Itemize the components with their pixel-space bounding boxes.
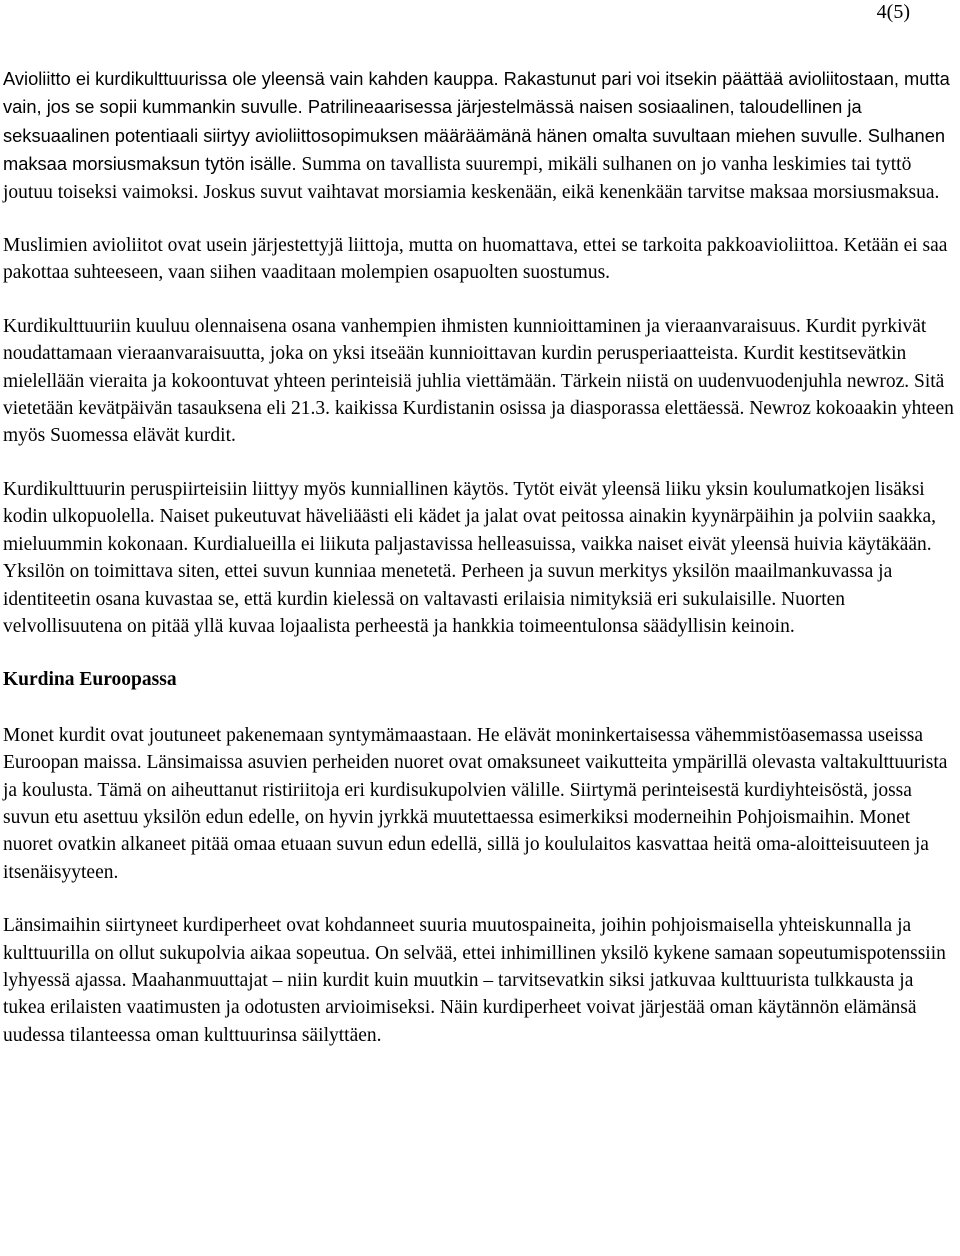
section-heading: Kurdina Euroopassa [3, 669, 177, 691]
paragraph-text: Muslimien avioliitot ovat usein järjestettyjä liittoja, mutta on huomattava, ettei se tarkoita pakkoavioliittoa. Ketään ei saa pakottaa suhteeseen, vaan siihen vaaditaan molempien osapuolten suostumus. [3, 235, 948, 284]
paragraph-hospitality [3, 313, 958, 450]
paragraph-text: Kurdikulttuurin peruspiirteisiin liittyy myös kunniallinen käytös. Tytöt eivät yleensä liiku yksin koulumatkojen lisäksi kodin ulkopuolella. Naiset pukeutuvat häveliäästi eli kädet ja jalat ovat peitossa ainakin kyynärpäihin ja polviin saakka, mieluummin kokonaan. Kurdialueilla ei liikuta paljastavissa helleasuissa, vaikka naiset eivät yleensä huivia käytäkään. Yksilön on toimittava siten, ettei suvun kunniaa menetetä. Perheen ja suvun merkitys yksilön maailmankuvassa ja identiteetin osana kuvastaa se, että kurdin kielessä on valtavasti erilaisia nimityksiä eri sukulaisille. Nuorten velvollisuutena on pitää yllä kuvaa lojaalista perheestä ja hankkia toimeentulonsa säädyllisin keinoin. [3, 478, 937, 637]
paragraph-text: Avioliitto ei kurdikulttuurissa ole yleensä vain kahden kauppa. Rakastunut pari voi itsekin päättää avioliitostaan, mutta vain, jos se sopii kummankin suvulle. Patrilineaarisessa järjestelmässä naisen sosiaalinen, taloudellinen ja seksuaalinen potentiaali siirtyy avioliittosopimuksen määräämänä hänen omalta suvultaan miehen suvulle. Sulhanen maksaa morsiusmaksun tytön isälle. [3, 68, 950, 175]
paragraph-arranged-marriages [3, 232, 958, 287]
paragraph-text: Summa on tavallista suurempi, mikäli sulhanen on jo vanha leskimies tai tyttö joutuu toiseksi vaimoksi. Joskus suvut vaihtavat morsiamia keskenään, eikä kenenkään tarvitse maksaa morsiusmaksua. [3, 154, 940, 203]
paragraph-marriage [3, 65, 958, 206]
paragraph-text: Länsimaihin siirtyneet kurdiperheet ovat kohdanneet suuria muutospaineita, joihin pohjoismaisella yhteiskunnalla ja kulttuurilla on ollut sukupolvia aikaa sopeutua. On selvää, ettei inhimillinen yksilö kykene samaan sopeutumispotenssiin lyhyessä ajassa. Maahanmuuttajat – niin kurdit kuin muutkin – tarvitsevatkin siksi jatkuvaa kulttuurista tulkkausta ja tukea erilaisten vaatimusten ja odotusten arvioimiseksi. Näin kurdiperheet voivat järjestää oman käytännön elämänsä uudessa tilanteessa oman kulttuurinsa säilyttäen. [3, 915, 946, 1046]
document-body [3, 65, 958, 1075]
paragraph-adaptation [3, 912, 958, 1049]
paragraph-text: Kurdikulttuuriin kuuluu olennaisena osana vanhempien ihmisten kunnioittaminen ja vieraanvaraisuus. Kurdit pyrkivät noudattamaan vieraanvaraisuutta, joka on yksi itseään kunnioittavan kurdin perusperiaatteista. Kurdit kestitsevätkin mielellään vieraita ja kokoontuvat yhteen perinteisiä juhlia viettämään. Tärkein niistä on uudenvuodenjuhla newroz. Sitä vietetään kevätpäivän tasauksena eli 21.3. kaikissa Kurdistanin osissa ja diasporassa elettäessä. Newroz kokoaakin yhteen myös Suomessa elävät kurdit. [3, 315, 954, 447]
page-number: 4(5) [876, 1, 910, 23]
paragraph-honor [3, 476, 958, 640]
paragraph-text: Monet kurdit ovat joutuneet pakenemaan syntymämaastaan. He elävät moninkertaisessa vähemmistöasemassa useissa Euroopan maissa. Länsimaissa asuvien perheiden nuoret ovat omaksuneet vaikutteita ympärillä olevasta valtakulttuurista ja koulusta. Tämä on aiheuttanut ristiriitoja eri kurdisukupolvien välille. Siirtymä perinteisestä kurdiyhteisöstä, jossa suvun etu asettuu yksilön edun edelle, on hyvin jyrkkä muutettaessa esimerkiksi moderneihin Pohjoismaihin. Monet nuoret ovatkin alkaneet pitää omaa etuaan suvun edun edellä, sillä jo koululaitos kasvattaa heitä oma-aloitteisuuteen ja itsenäisyyteen. [3, 724, 948, 883]
paragraph-europe [3, 722, 958, 886]
